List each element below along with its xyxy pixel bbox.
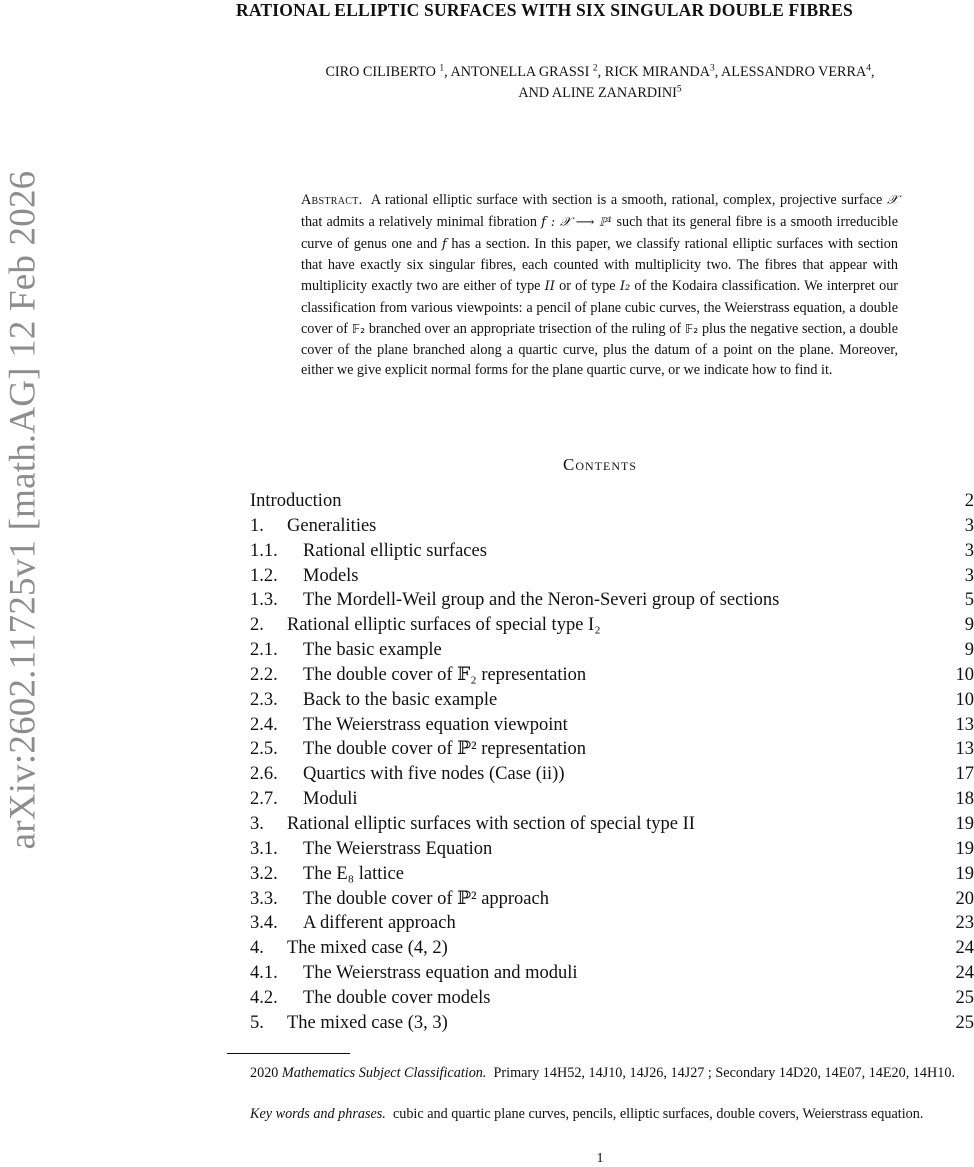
toc-section-title: The Mordell-Weil group and the Neron-Severi group of sections [303, 590, 779, 610]
author-affiliation-mark: 2 [593, 63, 598, 73]
math-symbol: I₂ [620, 279, 630, 294]
paper-title: RATIONAL ELLIPTIC SURFACES WITH SIX SINGULAR DOUBLE FIBRES [236, 0, 973, 21]
toc-section-number: 1.1. [250, 539, 303, 564]
author-name: CIRO CILIBERTO [325, 64, 435, 80]
toc-page-number: 2 [965, 489, 974, 514]
toc-section-number: 1. [250, 514, 287, 539]
math-symbol: f [442, 237, 447, 252]
toc-section-title: Introduction [250, 491, 341, 511]
toc-entry[interactable] [250, 663, 974, 688]
math-symbol: 𝔽₂ [685, 321, 698, 336]
toc-entry[interactable] [250, 812, 974, 837]
toc-entry[interactable] [250, 961, 974, 986]
math-symbol: 𝔽₂ [352, 321, 365, 336]
abstract-text: has a section. In this paper, we classify rational elliptic surfaces with section that have exactly six singular fibres, each counted with multiplicity two. The fibres that appear with multiplicity exactly two are either of type [301, 236, 898, 295]
toc-section-number: 2.6. [250, 762, 303, 787]
toc-page-number: 19 [956, 837, 974, 862]
abstract-text: of the Kodaira classification. We interpret our classification from various viewpoints: a pencil of plane cubic curves, the Weierstrass equation, a double cover of [301, 278, 898, 337]
toc-section-title: The double cover of 𝔽₂ representation [303, 665, 586, 685]
toc-entry[interactable] [250, 489, 974, 514]
toc-section-title: The Weierstrass equation viewpoint [303, 715, 568, 735]
toc-section-title: Moduli [303, 789, 357, 809]
toc-section-title: The Weierstrass equation and moduli [303, 963, 578, 983]
toc-page-number: 9 [965, 638, 974, 663]
toc-section-number: 1.3. [250, 588, 303, 613]
toc-entry[interactable] [250, 737, 974, 762]
table-of-contents [250, 489, 974, 1036]
toc-page-number: 19 [956, 862, 974, 887]
abstract-text: such that its general fibre is a smooth irreducible curve of genus one and [301, 214, 898, 252]
toc-entry[interactable] [250, 638, 974, 663]
toc-page-number: 10 [956, 688, 974, 713]
toc-page-number: 3 [965, 514, 974, 539]
author-list: CIRO CILIBERTO $^1$, ANTONELLA GRASSI $^2$, RICK MIRANDA$^3$, ALESSANDRO VERRA$^4$, AND ALINE ZANARDINI$^5$ [230, 62, 970, 104]
toc-page-number: 5 [965, 588, 974, 613]
author-affiliation-mark: 4 [866, 63, 871, 73]
author-name: RICK MIRANDA [605, 64, 710, 80]
toc-section-number: 4. [250, 936, 287, 961]
footnote-msc [227, 1063, 973, 1084]
toc-section-title: A different approach [303, 913, 456, 933]
toc-page-number: 10 [956, 663, 974, 688]
toc-section-number: 3.3. [250, 887, 303, 912]
abstract-text: branched over an appropriate trisection of the ruling of [369, 321, 681, 337]
toc-section-title: The E₈ lattice [303, 864, 404, 884]
toc-entry[interactable] [250, 688, 974, 713]
toc-section-title: The mixed case (4, 2) [287, 938, 448, 958]
toc-section-number: 2.4. [250, 713, 303, 738]
page-number: 1 [560, 1151, 640, 1167]
toc-section-title: Rational elliptic surfaces of special type I₂ [287, 615, 601, 635]
abstract-label: Abstract. [301, 192, 363, 208]
toc-section-number: 3.4. [250, 911, 303, 936]
toc-section-number: 3.2. [250, 862, 303, 887]
author-name: AND ALINE ZANARDINI [518, 85, 676, 101]
toc-section-number: 2.5. [250, 737, 303, 762]
math-symbol: 𝒳 [887, 193, 898, 208]
toc-entry[interactable] [250, 862, 974, 887]
toc-entry[interactable] [250, 762, 974, 787]
toc-section-title: The double cover of ℙ² representation [303, 739, 586, 759]
toc-section-title: The double cover of ℙ² approach [303, 889, 549, 909]
footnote-keywords [227, 1104, 973, 1125]
toc-section-title: Quartics with five nodes (Case (ii)) [303, 764, 565, 784]
abstract-text: or of type [559, 278, 615, 294]
toc-entry[interactable] [250, 787, 974, 812]
toc-section-number: 3.1. [250, 837, 303, 862]
toc-entry[interactable] [250, 936, 974, 961]
abstract-text: plus the negative section, a double cover of the plane branched along a quartic curve, plus the datum of a point on the plane. Moreover, either we give explicit normal forms for the plane quartic curve, or we indicate how to find it. [301, 321, 898, 379]
toc-section-number: 2.1. [250, 638, 303, 663]
toc-page-number: 9 [965, 613, 974, 638]
toc-section-number: 1.2. [250, 564, 303, 589]
toc-page-number: 24 [956, 961, 974, 986]
arxiv-sidebar [0, 0, 46, 1165]
toc-page-number: 17 [956, 762, 974, 787]
abstract-text: that admits a relatively minimal fibration [301, 214, 537, 230]
toc-entry[interactable] [250, 1011, 974, 1036]
toc-page-number: 23 [956, 911, 974, 936]
toc-entry[interactable] [250, 713, 974, 738]
toc-section-number: 4.1. [250, 961, 303, 986]
toc-entry[interactable] [250, 911, 974, 936]
math-symbol: II [545, 279, 555, 294]
toc-page-number: 3 [965, 539, 974, 564]
toc-page-number: 19 [956, 812, 974, 837]
toc-page-number: 24 [956, 936, 974, 961]
footnote-text: cubic and quartic plane curves, pencils, elliptic surfaces, double covers, Weierstrass equation. [393, 1106, 923, 1122]
toc-section-number: 2.3. [250, 688, 303, 713]
footnote-divider [227, 1053, 350, 1054]
toc-page-number: 25 [956, 986, 974, 1011]
toc-section-title: The mixed case (3, 3) [287, 1013, 448, 1033]
toc-entry[interactable] [250, 887, 974, 912]
author-name: ANTONELLA GRASSI [450, 64, 589, 80]
toc-page-number: 3 [965, 564, 974, 589]
toc-page-number: 18 [956, 787, 974, 812]
toc-entry[interactable] [250, 514, 974, 539]
toc-page-number: 25 [956, 1011, 974, 1036]
toc-section-title: Rational elliptic surfaces with section of special type II [287, 814, 695, 834]
toc-page-number: 20 [956, 887, 974, 912]
toc-entry[interactable] [250, 588, 974, 613]
toc-section-title: Generalities [287, 516, 376, 536]
toc-section-title: Rational elliptic surfaces [303, 541, 487, 561]
author-name: ALESSANDRO VERRA [721, 64, 866, 80]
author-affiliation-mark: 5 [677, 84, 682, 94]
toc-section-title: Models [303, 566, 359, 586]
toc-section-number: 2.2. [250, 663, 303, 688]
toc-page-number: 13 [956, 713, 974, 738]
footnote-label: Key words and phrases. [250, 1106, 386, 1122]
footnote-year: 2020 [250, 1065, 278, 1081]
toc-section-title: The basic example [303, 640, 442, 660]
author-affiliation-mark: 3 [710, 63, 715, 73]
toc-section-number: 3. [250, 812, 287, 837]
toc-section-title: The Weierstrass Equation [303, 839, 492, 859]
toc-section-title: The double cover models [303, 988, 491, 1008]
abstract-text: A rational elliptic surface with section is a smooth, rational, complex, projective surface [371, 192, 882, 208]
arxiv-identifier: arXiv:2602.11725v1 [math.AG] 12 Feb 2026 [2, 171, 45, 850]
toc-entry[interactable] [250, 564, 974, 589]
toc-section-number: 5. [250, 1011, 287, 1036]
author-affiliation-mark: 1 [439, 63, 444, 73]
contents-heading: Contents [230, 455, 970, 475]
toc-section-title: Back to the basic example [303, 690, 497, 710]
footnote-text: Primary 14H52, 14J10, 14J26, 14J27 ; Secondary 14D20, 14E07, 14E20, 14H10. [494, 1065, 955, 1081]
toc-section-number: 2. [250, 613, 287, 638]
toc-section-number: 4.2. [250, 986, 303, 1011]
abstract [301, 190, 898, 381]
toc-page-number: 13 [956, 737, 974, 762]
footnote-label: Mathematics Subject Classification. [282, 1065, 487, 1081]
toc-entry[interactable] [250, 837, 974, 862]
toc-section-number: 2.7. [250, 787, 303, 812]
toc-entry[interactable] [250, 986, 974, 1011]
toc-entry[interactable] [250, 613, 974, 638]
toc-entry[interactable] [250, 539, 974, 564]
math-expression: f : 𝒳 ⟶ ℙ¹ [541, 215, 612, 230]
